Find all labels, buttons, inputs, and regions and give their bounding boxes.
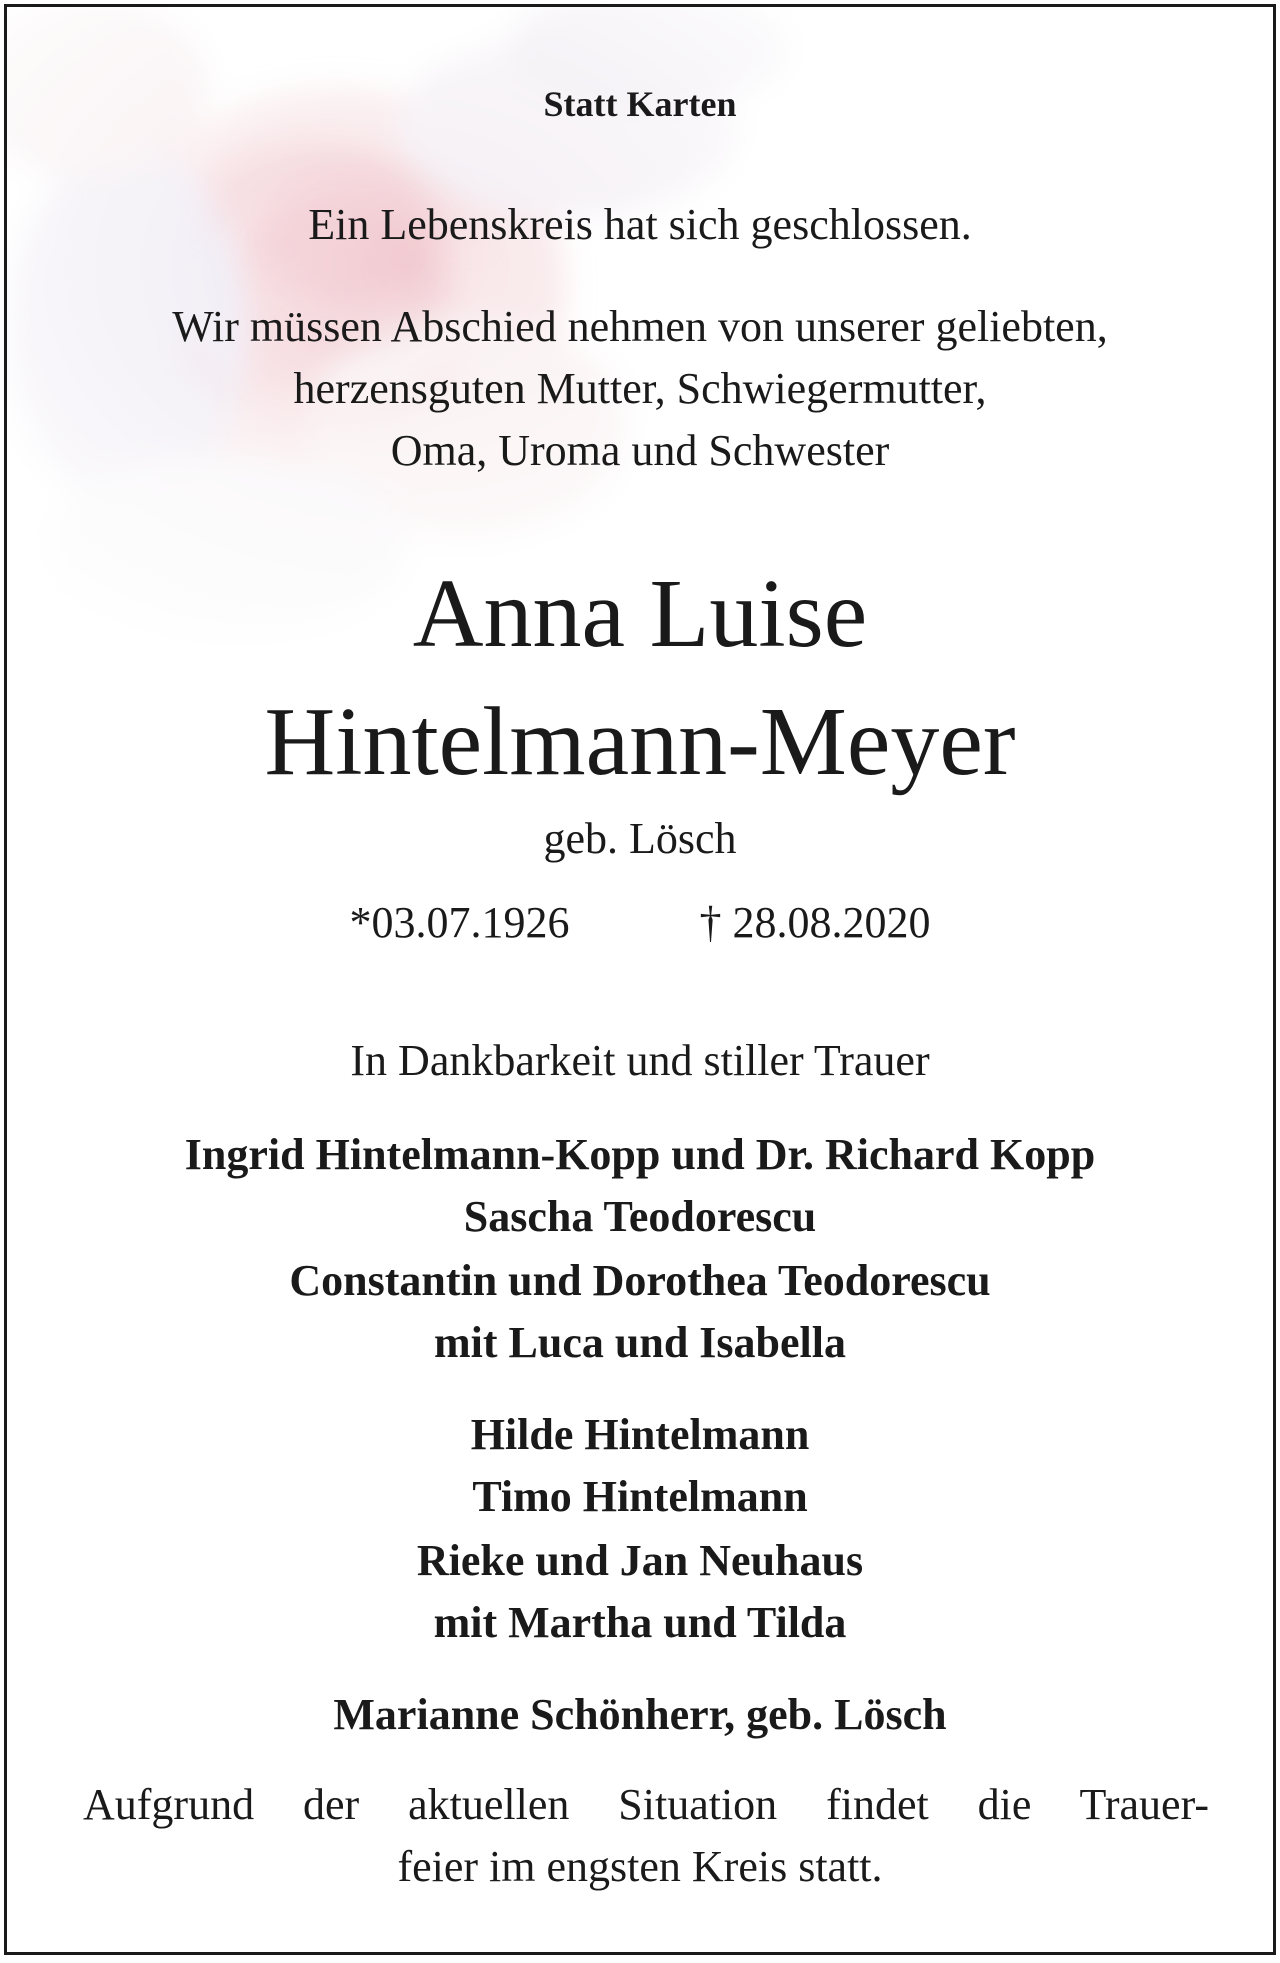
mourner-line: Sascha Teodorescu: [463, 1192, 817, 1241]
closing-line-2: feier im engsten Kreis statt.: [397, 1842, 883, 1891]
life-dates: [7, 897, 1273, 948]
mourner-line: mit Martha und Tilda: [433, 1598, 847, 1647]
mourner-line: Rieke und Jan Neuhaus: [416, 1536, 864, 1585]
mourner-line: Timo Hintelmann: [472, 1472, 808, 1521]
mourner-line: Marianne Schönherr, geb. Lösch: [333, 1690, 947, 1739]
mourner-line: Hilde Hintelmann: [470, 1410, 810, 1459]
intro-line-3: herzensguten Mutter, Schwiegermutter,: [293, 364, 987, 413]
birth-date: *03.07.1926: [349, 898, 570, 947]
deceased-surname: Hintelmann-Meyer: [264, 688, 1016, 796]
intro-line-1: Ein Lebenskreis hat sich geschlossen.: [308, 200, 972, 249]
mourning-line: In Dankbarkeit und stiller Trauer: [350, 1036, 930, 1085]
statt-karten-heading: Statt Karten: [543, 84, 737, 124]
deceased-first-names: Anna Luise: [412, 560, 868, 668]
death-date: † 28.08.2020: [699, 898, 931, 947]
mourner-line: mit Luca und Isabella: [434, 1318, 846, 1367]
mourner-line: Ingrid Hintelmann-Kopp und Dr. Richard Kopp: [184, 1130, 1096, 1179]
intro-line-4: Oma, Uroma und Schwester: [390, 426, 890, 475]
closing-line-1: Aufgrund der aktuellen Situation findet die Trauer-: [83, 1780, 1209, 1829]
deceased-born-name: geb. Lösch: [543, 814, 737, 863]
intro-line-2: Wir müssen Abschied nehmen von unserer geliebten,: [172, 302, 1108, 351]
mourner-line: Constantin und Dorothea Teodorescu: [289, 1256, 991, 1305]
obituary-notice: [4, 4, 1276, 1955]
